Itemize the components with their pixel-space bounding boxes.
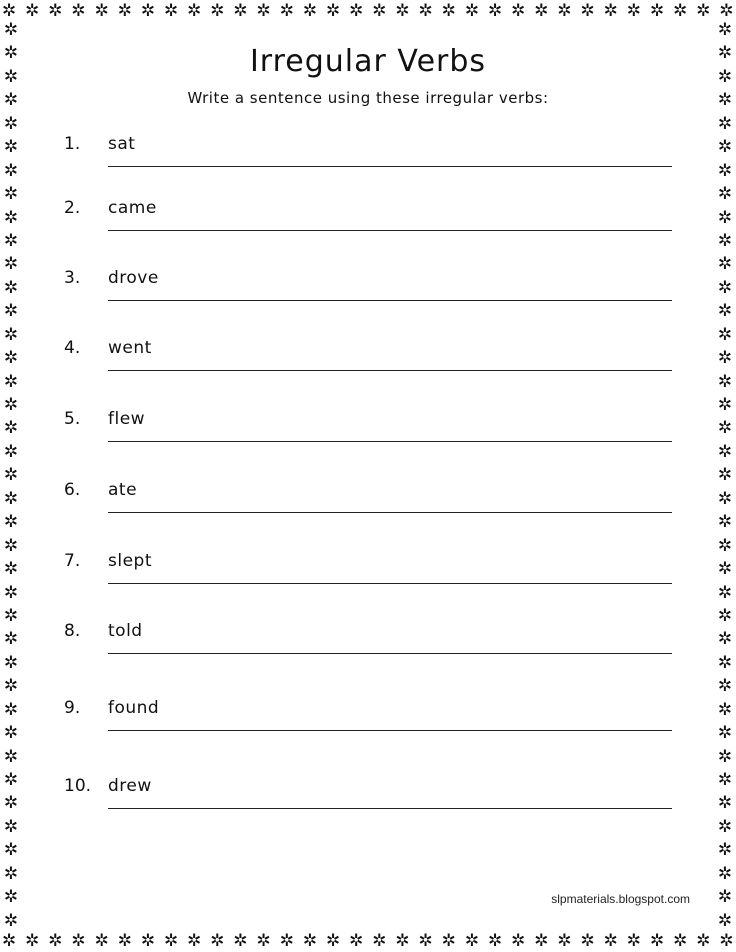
asterisk-star-icon: ✲ xyxy=(3,770,19,790)
asterisk-star-icon: ✲ xyxy=(717,512,733,533)
asterisk-star-icon: ✲ xyxy=(3,559,19,580)
asterisk-star-icon: ✲ xyxy=(717,582,733,603)
asterisk-star-icon: ✲ xyxy=(372,930,387,951)
asterisk-star-icon: ✲ xyxy=(3,465,19,486)
asterisk-star-icon: ✲ xyxy=(140,0,156,21)
asterisk-star-icon: ✲ xyxy=(3,113,19,134)
asterisk-star-icon: ✲ xyxy=(25,930,40,951)
asterisk-star-icon: ✲ xyxy=(210,0,225,21)
list-item xyxy=(0,551,736,591)
asterisk-star-icon: ✲ xyxy=(117,930,132,951)
asterisk-star-icon: ✲ xyxy=(3,160,19,181)
asterisk-star-icon: ✲ xyxy=(717,395,733,415)
asterisk-star-icon: ✲ xyxy=(696,0,711,21)
asterisk-star-icon: ✲ xyxy=(717,699,733,720)
asterisk-star-icon: ✲ xyxy=(464,0,480,21)
border-bottom xyxy=(0,930,736,952)
asterisk-star-icon: ✲ xyxy=(511,0,526,21)
item-number: 9. xyxy=(64,698,81,718)
asterisk-star-icon: ✲ xyxy=(511,930,526,951)
asterisk-star-icon: ✲ xyxy=(719,930,734,951)
asterisk-star-icon: ✲ xyxy=(279,0,294,21)
asterisk-star-icon: ✲ xyxy=(3,887,19,908)
asterisk-star-icon: ✲ xyxy=(395,930,410,951)
asterisk-star-icon: ✲ xyxy=(717,113,733,134)
asterisk-star-icon: ✲ xyxy=(717,207,733,228)
asterisk-star-icon: ✲ xyxy=(717,254,733,275)
asterisk-star-icon: ✲ xyxy=(717,770,733,790)
asterisk-star-icon: ✲ xyxy=(580,0,595,21)
asterisk-star-icon: ✲ xyxy=(580,930,595,951)
item-number: 10. xyxy=(64,776,92,796)
asterisk-star-icon: ✲ xyxy=(717,371,733,392)
asterisk-star-icon: ✲ xyxy=(3,605,19,626)
asterisk-star-icon: ✲ xyxy=(717,441,733,462)
asterisk-star-icon: ✲ xyxy=(3,207,19,228)
asterisk-star-icon: ✲ xyxy=(717,863,733,884)
asterisk-star-icon: ✲ xyxy=(717,816,733,837)
asterisk-star-icon: ✲ xyxy=(279,930,294,951)
list-item xyxy=(0,134,736,174)
asterisk-star-icon: ✲ xyxy=(2,0,17,21)
border-top xyxy=(0,0,736,22)
asterisk-star-icon: ✲ xyxy=(2,930,17,951)
asterisk-star-icon: ✲ xyxy=(71,930,86,951)
asterisk-star-icon: ✲ xyxy=(210,930,225,951)
asterisk-star-icon: ✲ xyxy=(94,930,109,951)
asterisk-star-icon: ✲ xyxy=(94,0,109,21)
asterisk-star-icon: ✲ xyxy=(534,930,549,951)
asterisk-star-icon: ✲ xyxy=(717,535,733,556)
asterisk-star-icon: ✲ xyxy=(3,137,19,158)
asterisk-star-icon: ✲ xyxy=(464,930,480,951)
asterisk-star-icon: ✲ xyxy=(717,887,733,908)
asterisk-star-icon: ✲ xyxy=(3,652,19,673)
asterisk-star-icon: ✲ xyxy=(233,930,248,951)
asterisk-star-icon: ✲ xyxy=(626,930,642,951)
page-title: Irregular Verbs xyxy=(249,44,487,79)
item-number: 2. xyxy=(64,198,81,218)
asterisk-star-icon: ✲ xyxy=(25,0,40,21)
answer-line[interactable] xyxy=(108,300,672,301)
asterisk-star-icon: ✲ xyxy=(717,723,733,744)
asterisk-star-icon: ✲ xyxy=(441,0,456,21)
asterisk-star-icon: ✲ xyxy=(717,324,733,345)
asterisk-star-icon: ✲ xyxy=(441,930,456,951)
asterisk-star-icon: ✲ xyxy=(649,930,665,951)
asterisk-star-icon: ✲ xyxy=(349,0,364,21)
verb-word: flew xyxy=(108,409,146,429)
asterisk-star-icon: ✲ xyxy=(71,0,86,21)
asterisk-star-icon: ✲ xyxy=(487,930,503,951)
verb-word: came xyxy=(108,198,157,218)
asterisk-star-icon: ✲ xyxy=(717,559,733,580)
asterisk-star-icon: ✲ xyxy=(48,0,63,21)
asterisk-star-icon: ✲ xyxy=(3,277,19,298)
answer-line[interactable] xyxy=(108,441,672,442)
asterisk-star-icon: ✲ xyxy=(717,160,733,181)
asterisk-star-icon: ✲ xyxy=(3,699,19,720)
asterisk-star-icon: ✲ xyxy=(717,605,733,626)
asterisk-star-icon: ✲ xyxy=(140,930,156,951)
list-item xyxy=(0,698,736,738)
item-number: 4. xyxy=(64,338,81,358)
asterisk-star-icon: ✲ xyxy=(717,277,733,298)
asterisk-star-icon: ✲ xyxy=(3,910,19,931)
item-number: 3. xyxy=(64,268,81,288)
asterisk-star-icon: ✲ xyxy=(717,746,733,767)
asterisk-star-icon: ✲ xyxy=(717,840,733,861)
answer-line[interactable] xyxy=(108,808,672,809)
answer-line[interactable] xyxy=(108,583,672,584)
website-credit: slpmaterials.blogspot.com xyxy=(551,892,690,906)
asterisk-star-icon: ✲ xyxy=(302,930,318,951)
list-item xyxy=(0,409,736,449)
asterisk-star-icon: ✲ xyxy=(717,90,733,111)
asterisk-star-icon: ✲ xyxy=(163,0,179,21)
asterisk-star-icon: ✲ xyxy=(395,0,410,21)
verb-word: ate xyxy=(108,480,138,500)
asterisk-star-icon: ✲ xyxy=(557,0,572,21)
asterisk-star-icon: ✲ xyxy=(3,535,19,556)
verb-word: drew xyxy=(108,776,152,796)
asterisk-star-icon: ✲ xyxy=(3,90,19,111)
asterisk-star-icon: ✲ xyxy=(3,230,19,251)
asterisk-star-icon: ✲ xyxy=(717,465,733,486)
asterisk-star-icon: ✲ xyxy=(717,184,733,205)
asterisk-star-icon: ✲ xyxy=(603,0,618,21)
asterisk-star-icon: ✲ xyxy=(717,629,733,650)
list-item xyxy=(0,776,736,816)
instructions: Write a sentence using these irregular verbs: xyxy=(187,89,549,107)
asterisk-star-icon: ✲ xyxy=(187,930,202,951)
asterisk-star-icon: ✲ xyxy=(673,0,688,21)
asterisk-star-icon: ✲ xyxy=(3,395,19,415)
asterisk-star-icon: ✲ xyxy=(717,301,733,322)
asterisk-star-icon: ✲ xyxy=(418,0,433,21)
asterisk-star-icon: ✲ xyxy=(696,930,711,951)
asterisk-star-icon: ✲ xyxy=(717,20,733,40)
asterisk-star-icon: ✲ xyxy=(3,512,19,533)
asterisk-star-icon: ✲ xyxy=(256,0,271,21)
item-number: 5. xyxy=(64,409,81,429)
asterisk-star-icon: ✲ xyxy=(3,324,19,345)
asterisk-star-icon: ✲ xyxy=(3,488,19,509)
asterisk-star-icon: ✲ xyxy=(3,863,19,884)
item-number: 1. xyxy=(64,134,81,154)
answer-line[interactable] xyxy=(108,730,672,731)
list-item xyxy=(0,268,736,308)
asterisk-star-icon: ✲ xyxy=(256,930,271,951)
asterisk-star-icon: ✲ xyxy=(3,348,19,369)
asterisk-star-icon: ✲ xyxy=(717,66,733,87)
asterisk-star-icon: ✲ xyxy=(717,418,733,439)
item-number: 6. xyxy=(64,480,81,500)
asterisk-star-icon: ✲ xyxy=(3,254,19,275)
asterisk-star-icon: ✲ xyxy=(302,0,318,21)
asterisk-star-icon: ✲ xyxy=(717,793,733,814)
verb-word: sat xyxy=(108,134,136,154)
asterisk-star-icon: ✲ xyxy=(719,0,734,21)
asterisk-star-icon: ✲ xyxy=(3,793,19,814)
asterisk-star-icon: ✲ xyxy=(557,930,572,951)
asterisk-star-icon: ✲ xyxy=(163,930,179,951)
verb-word: slept xyxy=(108,551,152,571)
asterisk-star-icon: ✲ xyxy=(717,43,733,64)
asterisk-star-icon: ✲ xyxy=(3,582,19,603)
asterisk-star-icon: ✲ xyxy=(325,930,341,951)
asterisk-star-icon: ✲ xyxy=(325,0,341,21)
asterisk-star-icon: ✲ xyxy=(349,930,364,951)
asterisk-star-icon: ✲ xyxy=(3,371,19,392)
asterisk-star-icon: ✲ xyxy=(3,184,19,205)
answer-line[interactable] xyxy=(108,230,672,231)
asterisk-star-icon: ✲ xyxy=(372,0,387,21)
answer-line[interactable] xyxy=(108,653,672,654)
asterisk-star-icon: ✲ xyxy=(233,0,248,21)
asterisk-star-icon: ✲ xyxy=(487,0,503,21)
item-number: 7. xyxy=(64,551,81,571)
asterisk-star-icon: ✲ xyxy=(3,66,19,87)
verb-word: went xyxy=(108,338,152,358)
list-item xyxy=(0,198,736,238)
verb-word: found xyxy=(108,698,160,718)
list-item xyxy=(0,621,736,661)
asterisk-star-icon: ✲ xyxy=(3,629,19,650)
asterisk-star-icon: ✲ xyxy=(717,137,733,158)
asterisk-star-icon: ✲ xyxy=(3,840,19,861)
answer-line[interactable] xyxy=(108,512,672,513)
asterisk-star-icon: ✲ xyxy=(673,930,688,951)
asterisk-star-icon: ✲ xyxy=(3,441,19,462)
asterisk-star-icon: ✲ xyxy=(649,0,665,21)
asterisk-star-icon: ✲ xyxy=(717,230,733,251)
asterisk-star-icon: ✲ xyxy=(418,930,433,951)
asterisk-star-icon: ✲ xyxy=(3,301,19,322)
asterisk-star-icon: ✲ xyxy=(626,0,642,21)
asterisk-star-icon: ✲ xyxy=(603,930,618,951)
verb-word: drove xyxy=(108,268,159,288)
asterisk-star-icon: ✲ xyxy=(717,348,733,369)
verb-word: told xyxy=(108,621,143,641)
answer-line[interactable] xyxy=(108,166,672,167)
asterisk-star-icon: ✲ xyxy=(3,746,19,767)
asterisk-star-icon: ✲ xyxy=(3,816,19,837)
asterisk-star-icon: ✲ xyxy=(3,676,19,697)
asterisk-star-icon: ✲ xyxy=(3,43,19,64)
asterisk-star-icon: ✲ xyxy=(3,723,19,744)
asterisk-star-icon: ✲ xyxy=(48,930,63,951)
list-item xyxy=(0,480,736,520)
answer-line[interactable] xyxy=(108,370,672,371)
asterisk-star-icon: ✲ xyxy=(534,0,549,21)
asterisk-star-icon: ✲ xyxy=(187,0,202,21)
asterisk-star-icon: ✲ xyxy=(717,652,733,673)
asterisk-star-icon: ✲ xyxy=(717,488,733,509)
item-number: 8. xyxy=(64,621,81,641)
asterisk-star-icon: ✲ xyxy=(717,910,733,931)
asterisk-star-icon: ✲ xyxy=(3,418,19,439)
asterisk-star-icon: ✲ xyxy=(117,0,132,21)
list-item xyxy=(0,338,736,378)
asterisk-star-icon: ✲ xyxy=(3,20,19,40)
asterisk-star-icon: ✲ xyxy=(717,676,733,697)
